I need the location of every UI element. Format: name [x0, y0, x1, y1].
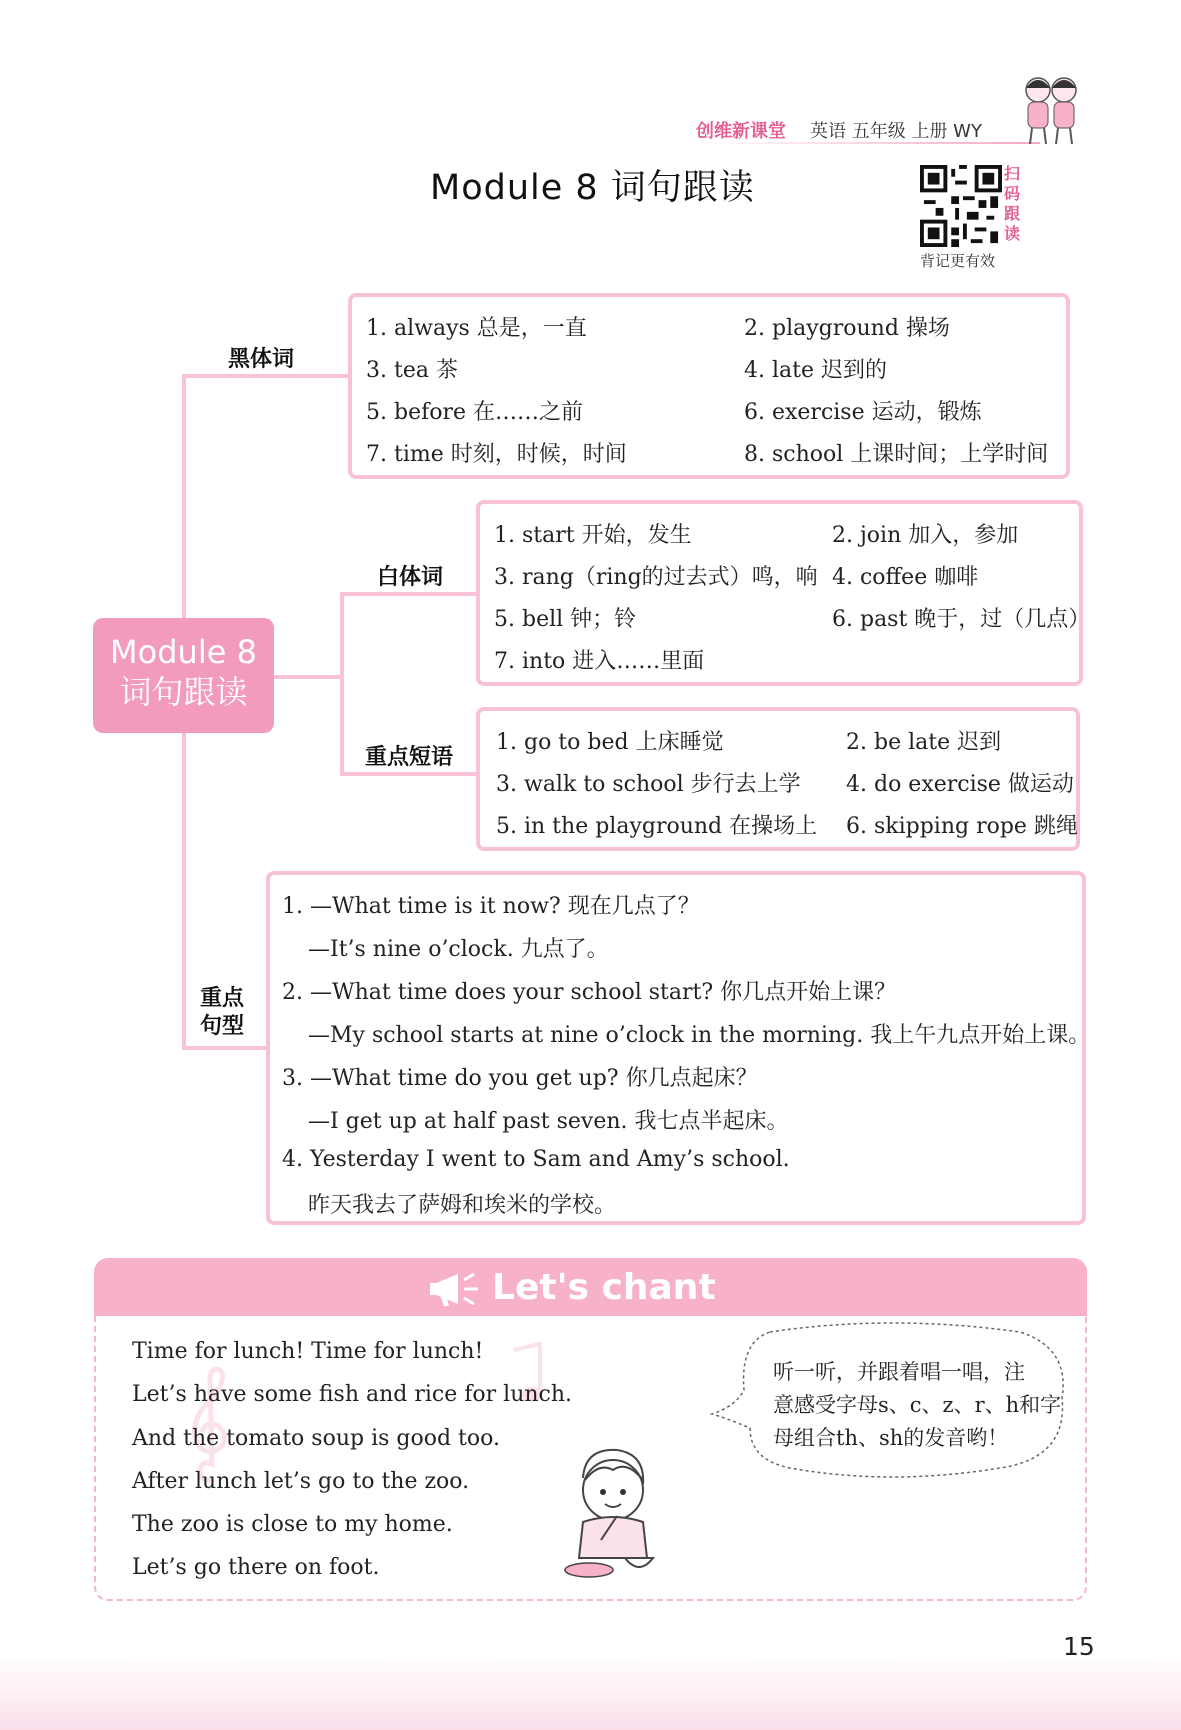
qr-code[interactable] — [920, 165, 1002, 247]
connector-center — [274, 675, 342, 679]
list-item: 3. walk to school 步行去上学 — [496, 772, 801, 797]
boy-eating-illustration — [555, 1440, 670, 1585]
chant-line: Time for lunch! Time for lunch! — [132, 1339, 484, 1364]
bubble-line: 意感受字母s、c、z、r、h和字 — [773, 1393, 1062, 1417]
list-item: 8. school 上课时间；上学时间 — [744, 442, 1049, 467]
connector-bold — [182, 374, 350, 378]
list-item: 3. tea 茶 — [366, 358, 458, 383]
list-item: 3. rang（ring的过去式）鸣，响 — [494, 565, 818, 590]
list-item: 6. skipping rope 跳绳 — [846, 814, 1078, 839]
brand-name: 创维新课堂 — [696, 121, 786, 142]
list-item: 2. join 加入，参加 — [832, 523, 1019, 548]
list-item: 2. be late 迟到 — [846, 730, 1002, 755]
list-item: 5. bell 钟；铃 — [494, 607, 637, 632]
phrases-box — [476, 707, 1080, 851]
chant-line: And the tomato soup is good too. — [132, 1426, 500, 1451]
list-item: 6. exercise 运动，锻炼 — [744, 400, 982, 425]
phrases-label: 重点短语 — [365, 745, 454, 770]
list-item: 1. always 总是，一直 — [366, 316, 587, 341]
chant-line: After lunch let’s go to the zoo. — [132, 1469, 470, 1494]
white-words-label: 白体词 — [377, 565, 444, 590]
list-item: 4. coffee 咖啡 — [832, 565, 979, 590]
list-item: 7. time 时刻，时候，时间 — [366, 442, 627, 467]
list-item: 4. late 迟到的 — [744, 358, 887, 383]
list-item: 5. before 在……之前 — [366, 400, 584, 425]
qr-caption: 背记更有效 — [920, 252, 996, 270]
sentences-label — [200, 985, 244, 1041]
bottom-band — [0, 1652, 1181, 1730]
list-item: 7. into 进入……里面 — [494, 649, 705, 674]
page-number: 15 — [1063, 1632, 1095, 1661]
sentence-line: 2. —What time does your school start? 你几点开始上课？ — [282, 980, 897, 1005]
chant-line: Let’s go there on foot. — [132, 1555, 380, 1580]
sentence-line: 4. Yesterday I went to Sam and Amy’s school. — [282, 1147, 790, 1172]
bubble-line: 母组合th、sh的发音哟！ — [773, 1426, 1009, 1450]
sentences-label-line1: 重点 — [200, 986, 245, 1011]
bubble-line: 听一听，并跟着唱一唱，注 — [773, 1360, 1025, 1384]
sentences-label-line2: 句型 — [200, 1014, 245, 1039]
sentence-line: 昨天我去了萨姆和埃米的学校。 — [308, 1193, 617, 1218]
sentence-line: —My school starts at nine o’clock in the morning. 我上午九点开始上课。 — [308, 1023, 1091, 1048]
center-node — [93, 618, 274, 733]
list-item: 5. in the playground 在操场上 — [496, 814, 818, 839]
sentence-line: —I get up at half past seven. 我七点半起床。 — [308, 1109, 789, 1134]
music-note-icon — [500, 1340, 552, 1420]
list-item: 6. past 晚于，过（几点） — [832, 607, 1091, 632]
connector-phrases — [340, 772, 478, 776]
sentence-line: —It’s nine o’clock. 九点了。 — [308, 937, 609, 962]
connector-mid-trunk — [340, 592, 344, 776]
qr-label: 扫码跟读 — [1004, 164, 1021, 243]
sentence-line: 1. —What time is it now? 现在几点了？ — [282, 894, 700, 919]
sentences-box — [266, 871, 1091, 1225]
page-title: Module 8 词句跟读 — [430, 168, 755, 208]
subject-info: 英语 五年级 上册 WY — [810, 121, 982, 142]
connector-white — [340, 592, 478, 596]
chant-line: Let’s have some fish and rice for lunch. — [132, 1382, 573, 1407]
list-item: 1. start 开始，发生 — [494, 523, 692, 548]
white-words-box — [476, 500, 1091, 686]
center-node-line1: Module 8 — [110, 633, 257, 671]
speech-bubble-text — [773, 1356, 1073, 1455]
kids-illustration — [1010, 70, 1090, 150]
bold-words-label: 黑体词 — [228, 347, 295, 372]
megaphone-icon — [428, 1268, 484, 1310]
list-item: 1. go to bed 上床睡觉 — [496, 730, 724, 755]
center-node-line2: 词句跟读 — [119, 673, 248, 711]
list-item: 4. do exercise 做运动 — [846, 772, 1074, 797]
connector-sentences — [182, 1046, 268, 1050]
bold-words-box — [348, 293, 1070, 479]
chant-line: The zoo is close to my home. — [132, 1512, 453, 1537]
chant-title: Let's chant — [492, 1267, 716, 1308]
sentence-line: 3. —What time do you get up? 你几点起床？ — [282, 1066, 758, 1091]
list-item: 2. playground 操场 — [744, 316, 950, 341]
